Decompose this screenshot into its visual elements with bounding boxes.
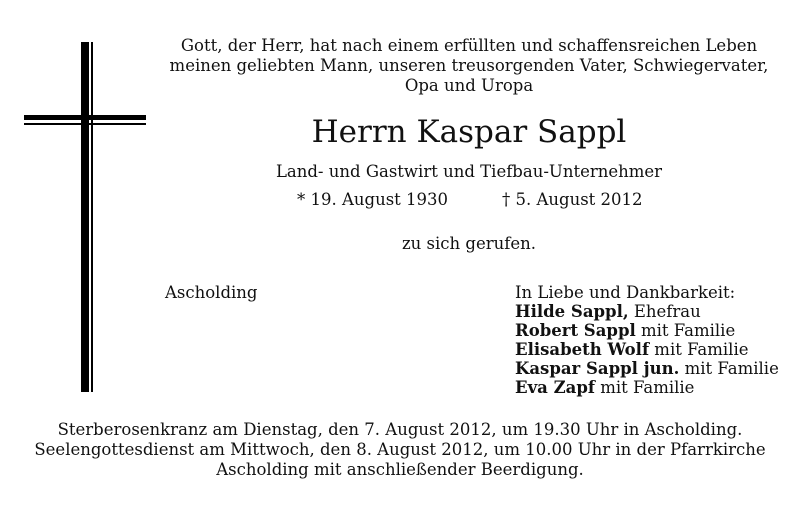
- cross-horizontal-line: [24, 123, 146, 125]
- service-line: Sterberosenkranz am Dienstag, den 7. August 2012, um 19.30 Uhr in Ascholding.: [57, 420, 743, 439]
- cross-vertical-bar: [81, 42, 89, 392]
- occupation: Land- und Gastwirt und Tiefbau-Unternehmer: [275, 162, 663, 181]
- list-item: [515, 340, 779, 359]
- cross-vertical-line: [91, 42, 93, 392]
- mourner-name: Robert Sappl: [515, 321, 636, 340]
- list-item: [515, 359, 779, 378]
- mourners-list: [515, 283, 779, 397]
- service-line: Seelengottesdienst am Mittwoch, den 8. August 2012, um 10.00 Uhr in der Pfarrkirche: [34, 440, 766, 459]
- intro-line: Opa und Uropa: [404, 76, 534, 95]
- list-item: [515, 302, 779, 321]
- birth-date: * 19. August 1930: [297, 190, 449, 209]
- deceased-name: Herrn Kaspar Sappl: [311, 114, 627, 150]
- mourners-heading: In Liebe und Dankbarkeit:: [515, 283, 736, 302]
- mourner-name: Hilde Sappl,: [515, 302, 629, 321]
- place: Ascholding: [165, 283, 258, 302]
- mourner-relation: mit Familie: [649, 340, 749, 359]
- mourner-relation: Ehefrau: [628, 302, 701, 321]
- service-info: [0, 420, 800, 480]
- mourner-relation: mit Familie: [635, 321, 736, 340]
- mourner-name: Eva Zapf: [515, 378, 595, 397]
- mourner-relation: mit Familie: [594, 378, 695, 397]
- list-item: [515, 321, 779, 340]
- cross-horizontal-bar: [24, 115, 146, 120]
- intro-line: meinen geliebten Mann, unseren treusorgenden Vater, Schwiegervater,: [169, 56, 769, 75]
- mourner-name: Elisabeth Wolf: [515, 340, 650, 359]
- death-date: † 5. August 2012: [502, 190, 643, 209]
- mourner-name: Kaspar Sappl jun.: [515, 359, 680, 378]
- called-text: zu sich gerufen.: [401, 234, 536, 253]
- intro-text: [150, 36, 788, 96]
- intro-line: Gott, der Herr, hat nach einem erfüllten und schaffensreichen Leben: [180, 36, 758, 55]
- list-item: [515, 378, 779, 397]
- service-line: Ascholding mit anschließender Beerdigung.: [216, 460, 584, 479]
- mourner-relation: mit Familie: [679, 359, 779, 378]
